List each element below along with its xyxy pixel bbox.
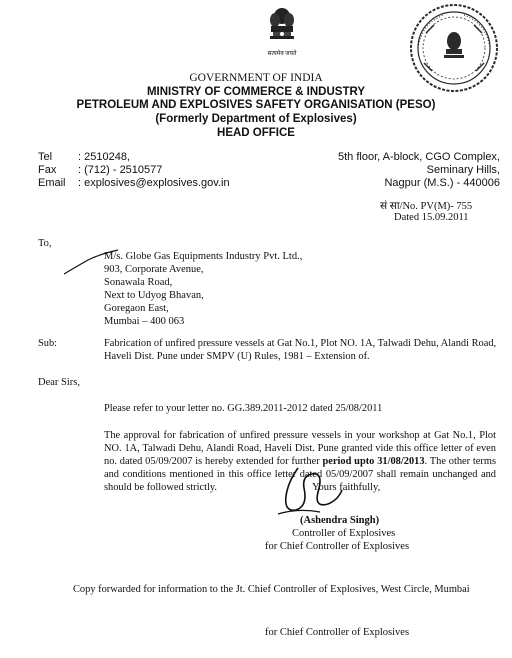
tel-value: : 2510248,	[78, 151, 130, 163]
email-value: : explosives@explosives.gov.in	[78, 177, 230, 189]
addressee-line-6: Mumbai – 400 063	[104, 316, 185, 327]
subject-line-1: Fabrication of unfired pressure vessels at Gat No.1, Plot NO. 1A, Talwadi Dehu, Alandi Road,	[104, 338, 497, 349]
paragraph-1: Please refer to your letter no. GG.389.2011-2012 dated 25/08/2011	[104, 403, 383, 414]
handwritten-mark	[60, 246, 120, 276]
formerly-title: (Formerly Department of Explosives)	[155, 113, 357, 125]
address-line-1: 5th floor, A-block, CGO Complex,	[337, 151, 500, 163]
government-title: GOVERNMENT OF INDIA	[189, 72, 323, 84]
fax-label: Fax	[38, 164, 57, 176]
addressee-line-1: M/s. Globe Gas Equipments Industry Pvt. Ltd.,	[104, 251, 303, 262]
reference-date: Dated 15.09.2011	[394, 212, 469, 223]
reference-number: सं सा/No. PV(M)- 755	[380, 201, 473, 212]
head-office-title: HEAD OFFICE	[217, 127, 295, 139]
signatory-title: Controller of Explosives	[292, 528, 396, 539]
salutation: Dear Sirs,	[38, 377, 80, 388]
closing: Yours faithfully,	[312, 482, 381, 493]
paragraph-2-end: . The other terms and conditions mentioned in this office letter dated 05/09/2007 shall remain unchanged and should be followed strictly.	[104, 456, 497, 493]
addressee-line-4: Next to Udyog Bhavan,	[104, 290, 204, 301]
addressee-line-3: Sonawala Road,	[104, 277, 173, 288]
address-line-3: Nagpur (M.S.) - 440006	[384, 177, 500, 189]
ministry-title: MINISTRY OF COMMERCE & INDUSTRY	[146, 86, 366, 98]
subject-label: Sub:	[38, 338, 58, 349]
to-label: To,	[38, 238, 52, 249]
paragraph-2-start: The approval for fabrication of unfired pressure vessels in your workshop at Gat No.1, Plot NO. 1A, Talwadi Dehu, Alandi Road, Haveli Dist. Pune granted vide this office letter of even no. dated 05/09/2007 is hereby extended for further	[104, 430, 496, 467]
extension-period: period upto 31/08/2013	[322, 456, 425, 467]
emblem-motto: सत्यमेव जयते	[267, 51, 297, 57]
signatory-name: (Ashendra Singh)	[300, 515, 380, 526]
addressee-line-5: Goregaon East,	[104, 303, 169, 314]
organisation-title: PETROLEUM AND EXPLOSIVES SAFETY ORGANISATION (PESO)	[76, 99, 436, 111]
tel-label: Tel	[38, 151, 53, 163]
signatory-for: for Chief Controller of Explosives	[265, 541, 410, 552]
subject-line-2: Haveli Dist. Pune under SMPV (U) Rules, 1981 – Extension of.	[104, 351, 370, 362]
email-label: Email	[38, 177, 66, 189]
fax-value: : (712) - 2510577	[78, 164, 163, 176]
copy-forwarded: Copy forwarded for information to the Jt. Chief Controller of Explosives, West Circle, Mumbai	[73, 584, 470, 595]
address-line-2: Seminary Hills,	[426, 164, 500, 176]
footer-for: for Chief Controller of Explosives	[265, 627, 410, 638]
national-emblem-icon	[265, 6, 299, 50]
addressee-line-2: 903, Corporate Avenue,	[104, 264, 204, 275]
